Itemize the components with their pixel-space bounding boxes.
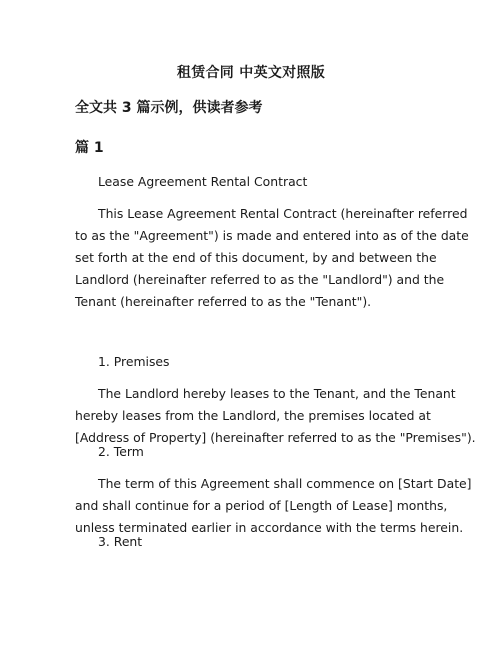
clause-2-paragraph <box>75 473 472 539</box>
clause-1-line-2: hereby leases from the Landlord, the premises located at <box>75 408 431 423</box>
clause-2-heading: 2. Term <box>98 444 144 459</box>
document-subtitle: 全文共 3 篇示例，供读者参考 <box>75 100 263 116</box>
intro-line-3: set forth at the end of this document, by and between the <box>75 250 437 265</box>
intro-line-2: to as the "Agreement") is made and entered into as of the date <box>75 228 469 243</box>
clause-1-line-3: [Address of Property] (hereinafter referred to as the "Premises"). <box>75 430 476 445</box>
clause-2-line-2: and shall continue for a period of [Length of Lease] months, <box>75 498 448 513</box>
document-title: 租赁合同 中英文对照版 <box>176 65 326 81</box>
intro-paragraph <box>75 203 469 313</box>
clause-3-heading: 3. Rent <box>98 534 143 549</box>
intro-line-1: This Lease Agreement Rental Contract (hereinafter referred <box>98 206 468 221</box>
clause-2-line-3: unless terminated earlier in accordance with the terms herein. <box>75 520 464 535</box>
intro-line-4: Landlord (hereinafter referred to as the "Landlord") and the <box>75 272 445 287</box>
section-heading: 篇 1 <box>75 140 104 156</box>
clause-1-paragraph <box>75 383 476 449</box>
contract-title: Lease Agreement Rental Contract <box>98 174 308 189</box>
intro-line-5: Tenant (hereinafter referred to as the "Tenant"). <box>75 294 372 309</box>
clause-1-heading: 1. Premises <box>98 354 170 369</box>
clause-1-line-1: The Landlord hereby leases to the Tenant, and the Tenant <box>98 386 456 401</box>
clause-2-line-1: The term of this Agreement shall commence on [Start Date] <box>98 476 472 491</box>
